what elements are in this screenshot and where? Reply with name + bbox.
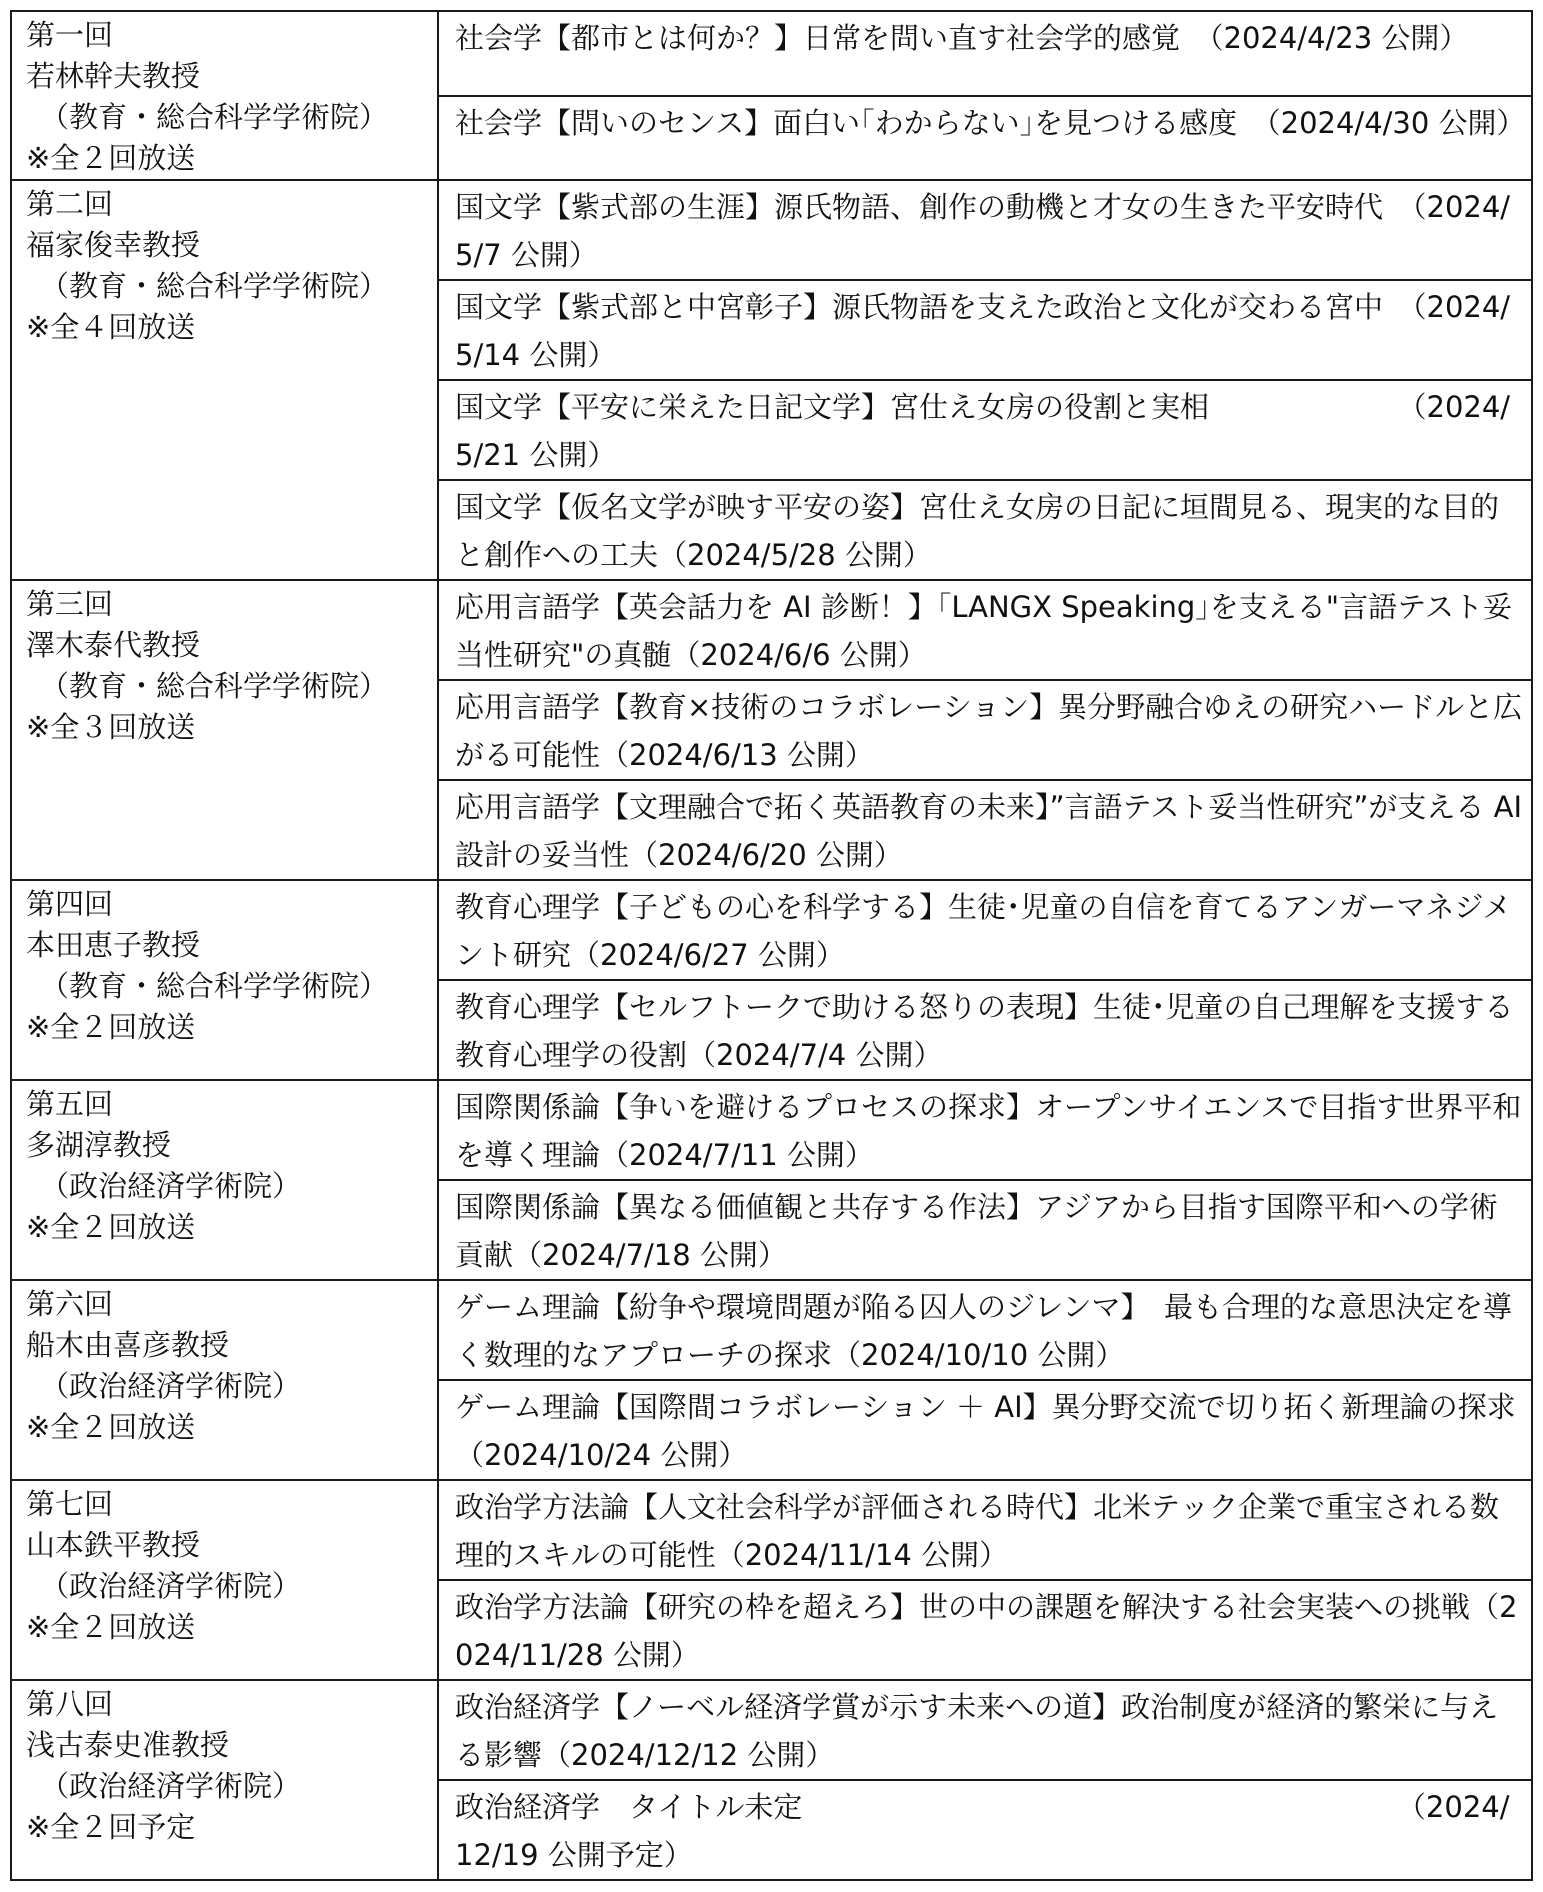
- episode-title: 政治学方法論【研究の枠を超えろ】世の中の課題を解決する社会実装への挑戦（2024/11/28 公開）: [438, 1580, 1532, 1680]
- lecture-info-cell: [11, 1680, 438, 1880]
- episode-title: 政治経済学 タイトル未定 （2024/12/19 公開予定）: [438, 1780, 1532, 1880]
- episode-title: 国文学【紫式部の生涯】源氏物語、創作の動機と才女の生きた平安時代 （2024/5/7 公開）: [438, 180, 1532, 280]
- episode-title: 社会学【都市とは何か？】日常を問い直す社会学的感覚 （2024/4/23 公開）: [438, 11, 1532, 96]
- episode-title: ゲーム理論【国際間コラボレーション ＋ AI】異分野交流で切り拓く新理論の探求（2024/10/24 公開）: [438, 1380, 1532, 1480]
- lecture-number: 第一回: [26, 18, 114, 52]
- table-row: [11, 1280, 1532, 1380]
- professor-name: 多湖淳教授: [26, 1128, 172, 1162]
- professor-name: 船木由喜彦教授: [26, 1328, 230, 1362]
- episode-title: 応用言語学【英会話力を AI 診断！】｢LANGX Speaking｣を支える"言語テスト妥当性研究"の真髄（2024/6/6 公開）: [438, 580, 1532, 680]
- episode-title: 政治経済学【ノーベル経済学賞が示す未来への道】政治制度が経済的繁栄に与える影響（2024/12/12 公開）: [438, 1680, 1532, 1780]
- broadcast-count: ※全２回放送: [26, 1210, 196, 1244]
- episode-title: ゲーム理論【紛争や環境問題が陥る囚人のジレンマ】 最も合理的な意思決定を導く数理的なアプローチの探求（2024/10/10 公開）: [438, 1280, 1532, 1380]
- professor-name: 澤木泰代教授: [26, 628, 201, 662]
- episode-title: 教育心理学【セルフトークで助ける怒りの表現】生徒･児童の自己理解を支援する教育心理学の役割（2024/7/4 公開）: [438, 980, 1532, 1080]
- lecture-number: 第八回: [26, 1687, 114, 1721]
- broadcast-count: ※全２回放送: [26, 1610, 196, 1644]
- table-row: [11, 11, 1532, 96]
- broadcast-count: ※全２回予定: [26, 1810, 196, 1844]
- professor-name: 浅古泰史准教授: [26, 1728, 230, 1762]
- department-name: （教育・総合科学学術院）: [40, 669, 389, 703]
- broadcast-count: ※全２回放送: [26, 1410, 196, 1444]
- professor-name: 山本鉄平教授: [26, 1528, 201, 1562]
- department-name: （政治経済学術院）: [40, 1769, 302, 1803]
- lecture-number: 第五回: [26, 1087, 114, 1121]
- episode-title: 政治学方法論【人文社会科学が評価される時代】北米テック企業で重宝される数理的スキルの可能性（2024/11/14 公開）: [438, 1480, 1532, 1580]
- lecture-number: 第七回: [26, 1487, 114, 1521]
- lecture-info-cell: [11, 180, 438, 580]
- broadcast-count: ※全２回放送: [26, 141, 196, 175]
- episode-title: 応用言語学【教育×技術のコラボレーション】異分野融合ゆえの研究ハードルと広がる可能性（2024/6/13 公開）: [438, 680, 1532, 780]
- episode-title: 国文学【紫式部と中宮彰子】源氏物語を支えた政治と文化が交わる宮中 （2024/5/14 公開）: [438, 280, 1532, 380]
- table-row: [11, 580, 1532, 680]
- broadcast-count: ※全４回放送: [26, 310, 196, 344]
- lecture-number: 第六回: [26, 1287, 114, 1321]
- broadcast-count: ※全２回放送: [26, 1010, 196, 1044]
- broadcast-count: ※全３回放送: [26, 710, 196, 744]
- schedule-body: [11, 11, 1532, 1880]
- table-row: [11, 1680, 1532, 1780]
- table-row: [11, 180, 1532, 280]
- lecture-schedule-table: [10, 10, 1533, 1881]
- department-name: （教育・総合科学学術院）: [40, 269, 389, 303]
- department-name: （政治経済学術院）: [40, 1369, 302, 1403]
- table-row: [11, 880, 1532, 980]
- table-row: [11, 1080, 1532, 1180]
- department-name: （教育・総合科学学術院）: [40, 969, 389, 1003]
- lecture-info-cell: [11, 580, 438, 880]
- table-row: [11, 1480, 1532, 1580]
- lecture-info-cell: [11, 1280, 438, 1480]
- professor-name: 若林幹夫教授: [26, 59, 201, 93]
- episode-title: 国文学【仮名文学が映す平安の姿】宮仕え女房の日記に垣間見る、現実的な目的と創作への工夫（2024/5/28 公開）: [438, 480, 1532, 580]
- lecture-number: 第三回: [26, 587, 114, 621]
- episode-title: 社会学【問いのセンス】面白い｢わからない｣を見つける感度 （2024/4/30 公開）: [438, 96, 1532, 181]
- professor-name: 本田恵子教授: [26, 928, 201, 962]
- episode-title: 国際関係論【争いを避けるプロセスの探求】オープンサイエンスで目指す世界平和を導く理論（2024/7/11 公開）: [438, 1080, 1532, 1180]
- professor-name: 福家俊幸教授: [26, 228, 201, 262]
- lecture-info-cell: [11, 880, 438, 1080]
- episode-title: 国際関係論【異なる価値観と共存する作法】アジアから目指す国際平和への学術貢献（2024/7/18 公開）: [438, 1180, 1532, 1280]
- department-name: （教育・総合科学学術院）: [40, 100, 389, 134]
- department-name: （政治経済学術院）: [40, 1569, 302, 1603]
- episode-title: 応用言語学【文理融合で拓く英語教育の未来】”言語テスト妥当性研究”が支える AI 設計の妥当性（2024/6/20 公開）: [438, 780, 1532, 880]
- lecture-info-cell: [11, 1480, 438, 1680]
- department-name: （政治経済学術院）: [40, 1169, 302, 1203]
- lecture-info-cell: [11, 11, 438, 180]
- episode-title: 国文学【平安に栄えた日記文学】宮仕え女房の役割と実相 （2024/5/21 公開）: [438, 380, 1532, 480]
- lecture-number: 第四回: [26, 887, 114, 921]
- lecture-info-cell: [11, 1080, 438, 1280]
- episode-title: 教育心理学【子どもの心を科学する】生徒･児童の自信を育てるアンガーマネジメント研究（2024/6/27 公開）: [438, 880, 1532, 980]
- lecture-number: 第二回: [26, 187, 114, 221]
